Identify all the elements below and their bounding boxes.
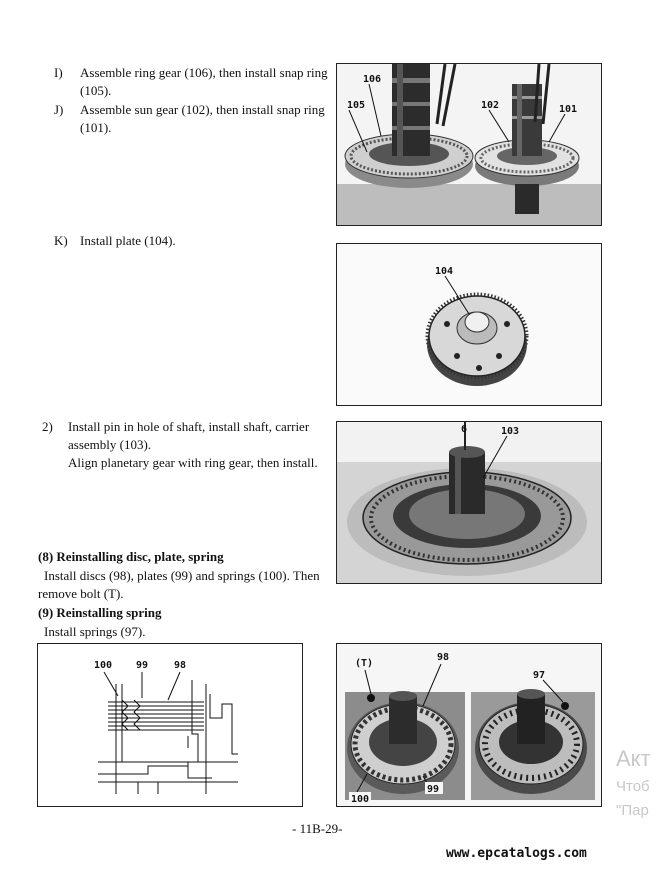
figure-cross-section <box>37 643 303 807</box>
step-j-label: J) <box>54 102 64 117</box>
callout-100: 100 <box>94 660 113 671</box>
figure-cross-section-drawing <box>38 644 302 806</box>
step-2-label: 2) <box>42 419 53 434</box>
section-8-line2: remove bolt (T). <box>38 586 124 601</box>
callout-99b: 99 <box>427 784 440 795</box>
callout-100b: 100 <box>351 794 370 805</box>
figure-carrier-drawing <box>337 422 601 583</box>
callout-101: 101 <box>559 104 578 115</box>
section-8-line1: Install discs (98), plates (99) and springs (100). Then <box>44 568 320 583</box>
step-j-text <box>80 101 330 137</box>
figure-discs-springs-drawing <box>337 644 601 806</box>
step-k-label: K) <box>54 233 68 248</box>
figure-ring-sun-gear-drawing <box>337 64 601 225</box>
step-i-line2: (105). <box>80 83 112 98</box>
callout-t: (T) <box>355 658 374 669</box>
step-2-line1: Install pin in hole of shaft, install shaft, carrier <box>68 419 310 434</box>
page-number: - 11B-29- <box>292 821 343 836</box>
callout-97: 97 <box>533 670 546 681</box>
callout-98b: 98 <box>437 652 450 663</box>
step-i-line1: Assemble ring gear (106), then install snap ring <box>80 65 328 80</box>
figure-carrier <box>336 421 602 584</box>
step-2-text <box>68 418 330 472</box>
callout-106: 106 <box>363 74 382 85</box>
figure-plate <box>336 243 602 406</box>
figure-ring-sun-gear <box>336 63 602 226</box>
figure-discs-springs <box>336 643 602 807</box>
step-2-line2: assembly (103). <box>68 437 152 452</box>
step-i-text <box>80 64 330 100</box>
step-j-line2: (101). <box>80 120 112 135</box>
callout-99: 99 <box>136 660 149 671</box>
section-9-line1: Install springs (97). <box>44 624 146 639</box>
callout-104: 104 <box>435 266 454 277</box>
figure-plate-drawing <box>337 244 601 405</box>
footer-url: www.epcatalogs.com <box>446 846 587 861</box>
watermark-line3: "Пар <box>616 802 649 819</box>
section-9-heading: (9) Reinstalling spring <box>38 605 162 620</box>
step-k-text: Install plate (104). <box>80 233 176 248</box>
step-i-label: I) <box>54 65 63 80</box>
callout-102: 102 <box>481 100 500 111</box>
watermark-line2: Чтоб <box>616 778 650 795</box>
callout-105: 105 <box>347 100 366 111</box>
callout-98: 98 <box>174 660 187 671</box>
section-8-heading: (8) Reinstalling disc, plate, spring <box>38 549 224 564</box>
callout-103: 103 <box>501 426 520 437</box>
watermark-line1: Акт <box>616 746 651 771</box>
step-j-line1: Assemble sun gear (102), then install snap ring <box>80 102 325 117</box>
callout-6: 6 <box>461 424 468 435</box>
step-2-line3: Align planetary gear with ring gear, then install. <box>68 455 318 470</box>
